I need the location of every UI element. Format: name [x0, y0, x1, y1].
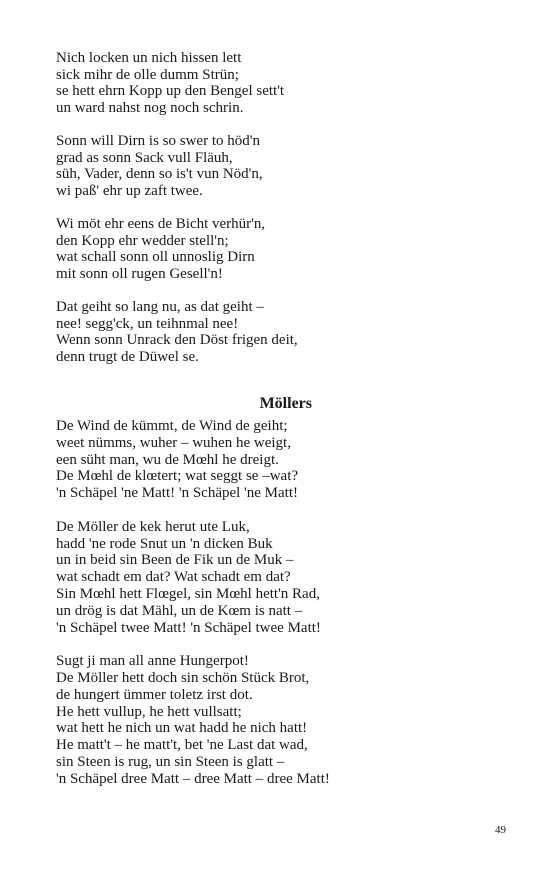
verse-line: De Mœhl de klœtert; wat seggt se –wat?: [56, 468, 299, 485]
verse-line: Sonn will Dirn is so swer to höd'n: [56, 132, 260, 149]
verse-line: nee! segg'ck, un teihnmal nee!: [56, 315, 239, 332]
verse-line: 'n Schäpel 'ne Matt! 'n Schäpel 'ne Matt!: [56, 485, 298, 502]
stanza: [56, 299, 496, 365]
verse-line: un drög is dat Mähl, un de Kœm is natt –: [56, 602, 303, 619]
page-number: 49: [495, 824, 506, 836]
verse-line: wat schadt em dat? Wat schadt em dat?: [56, 569, 291, 586]
poem-moellers: [56, 418, 496, 804]
verse-line: De Möller hett doch sin schön Stück Brot,: [56, 669, 310, 686]
stanza: [56, 50, 496, 116]
verse-line: 'n Schäpel twee Matt! 'n Schäpel twee Matt!: [56, 619, 321, 636]
verse-line: un in beid sin Been de Fik un de Muk –: [56, 552, 294, 569]
verse-line: wat schall sonn oll unnoslig Dirn: [56, 249, 255, 266]
verse-line: Dat geiht so lang nu, as dat geiht –: [56, 298, 264, 315]
verse-line: een süht man, wu de Mœhl he dreigt.: [56, 451, 279, 468]
verse-line: Sugt ji man all anne Hungerpot!: [56, 653, 249, 670]
stanza: [56, 519, 496, 637]
poem-title: Möllers: [259, 395, 312, 412]
verse-line: He matt't – he matt't, bet 'ne Last dat wad,: [56, 737, 308, 754]
verse-line: Sin Mœhl hett Flœgel, sin Mœhl hett'n Rad,: [56, 585, 320, 602]
verse-line: grad as sonn Sack vull Fläuh,: [56, 149, 233, 166]
verse-line: denn trugt de Düwel se.: [56, 348, 199, 365]
verse-line: He hett vullup, he hett vullsatt;: [56, 703, 242, 720]
verse-line: wi paß' ehr up zaft twee.: [56, 182, 203, 199]
verse-line: weet nümms, wuher – wuhen he weigt,: [56, 434, 291, 451]
stanza: [56, 418, 496, 502]
stanza: [56, 133, 496, 199]
stanza: [56, 216, 496, 282]
verse-line: Nich locken un nich hissen lett: [56, 50, 242, 66]
verse-line: sick mihr de olle dumm Strün;: [56, 66, 239, 83]
verse-line: de hungert ümmer toletz irst dot.: [56, 686, 253, 703]
verse-line: De Wind de kümmt, de Wind de geiht;: [56, 418, 288, 434]
verse-line: 'n Schäpel dree Matt – dree Matt – dree Matt!: [56, 770, 330, 787]
verse-line: wat hett he nich un wat hadd he nich hatt!: [56, 720, 308, 737]
verse-line: sin Steen is rug, un sin Steen is glatt –: [56, 753, 285, 770]
verse-line: Wenn sonn Unrack den Döst frigen deit,: [56, 332, 298, 349]
verse-line: mit sonn oll rugen Gesell'n!: [56, 265, 223, 282]
stanza: [56, 653, 496, 787]
verse-line: den Kopp ehr wedder stell'n;: [56, 232, 229, 249]
verse-line: se hett ehrn Kopp up den Bengel sett't: [56, 83, 285, 100]
verse-line: Wi möt ehr eens de Bicht verhür'n,: [56, 215, 266, 232]
verse-line: un ward nahst nog noch schrin.: [56, 99, 244, 116]
verse-line: hadd 'ne rode Snut un 'n dicken Buk: [56, 535, 273, 552]
verse-line: De Möller de kek herut ute Luk,: [56, 518, 250, 535]
verse-line: süh, Vader, denn so is't vun Nöd'n,: [56, 166, 263, 183]
poem-continuation: [56, 50, 496, 365]
